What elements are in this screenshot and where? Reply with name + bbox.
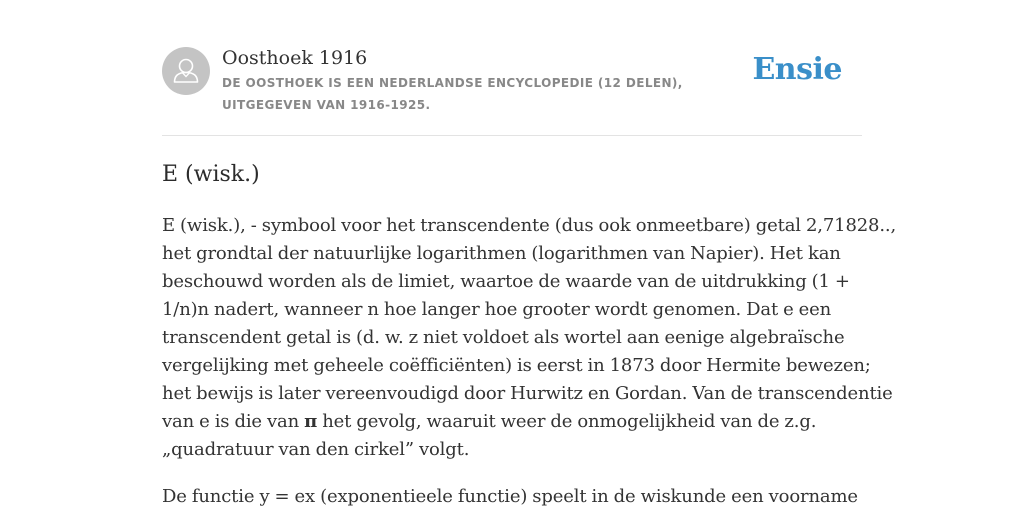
text-line: transcendent getal is (d. w. z niet voldoet als wortel aan eenige algebraïsche bbox=[162, 327, 845, 348]
text-segment: van e is die van bbox=[162, 411, 305, 432]
text-line: het bewijs is later vereenvoudigd door Hurwitz en Gordan. Van de transcendentie bbox=[162, 383, 893, 404]
text-line: beschouwd worden als de limiet, waartoe de waarde van de uitdrukking (1 + bbox=[162, 271, 850, 292]
source-description: DE OOSTHOEK IS EEN NEDERLANDSE ENCYCLOPEDIE (12 DELEN), UITGEGEVEN VAN 1916-1925. bbox=[222, 76, 683, 112]
content-container bbox=[162, 0, 897, 507]
text-segment: het gevolg, waaruit weer de onmogelijkheid van de z.g. bbox=[317, 411, 817, 432]
paragraph-2 bbox=[162, 483, 862, 511]
text-line: het grondtal der natuurlijke logarithmen (logarithmen van Napier). Het kan bbox=[162, 243, 841, 264]
text-line: „quadratuur van den cirkel” volgt. bbox=[162, 439, 470, 460]
article-body bbox=[162, 212, 897, 512]
paragraph-1 bbox=[162, 212, 897, 464]
article-title: E (wisk.) bbox=[162, 162, 260, 187]
text-line bbox=[162, 408, 862, 436]
avatar[interactable] bbox=[162, 47, 210, 95]
source-title[interactable]: Oosthoek 1916 bbox=[222, 47, 368, 69]
pi-symbol: π bbox=[304, 411, 318, 432]
user-icon bbox=[162, 47, 210, 95]
source-header bbox=[162, 0, 862, 136]
text-line: De functie y = ex (exponentieele functie) speelt in de wiskunde een voorname bbox=[162, 486, 858, 507]
text-line: E (wisk.), - symbool voor het transcendente (dus ook onmeetbare) getal 2,71828.., bbox=[162, 215, 897, 236]
text-line: 1/n)n nadert, wanneer n hoe langer hoe grooter wordt genomen. Dat e een bbox=[162, 299, 832, 320]
text-line: vergelijking met geheele coëfficiënten) is eerst in 1873 door Hermite bewezen; bbox=[162, 355, 871, 376]
ensie-logo[interactable]: Ensie bbox=[752, 52, 842, 87]
